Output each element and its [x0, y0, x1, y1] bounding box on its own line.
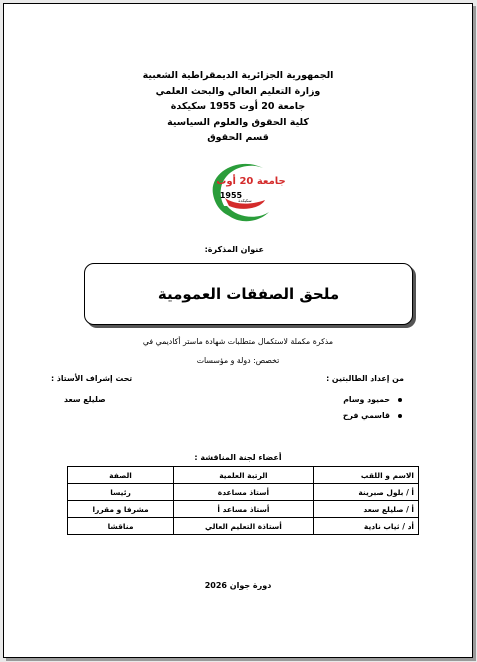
header-line-ministry: وزارة التعليم العالي والبحث العلمي	[155, 85, 321, 97]
student-item	[343, 411, 402, 420]
university-logo	[199, 154, 286, 234]
member-name: أ / صليلع سعد	[313, 501, 418, 518]
member-name: أد / ثياب نادية	[313, 518, 418, 535]
member-rank: أستاذ مساعدة	[174, 484, 314, 501]
table-row	[68, 518, 419, 535]
student-name: حميود وسام	[343, 395, 390, 404]
logo-year: 1955	[219, 191, 243, 200]
logo-small-text: سكيكدة	[238, 198, 252, 203]
table-row	[68, 484, 419, 501]
header-rank: الرتبة العلمية	[174, 467, 314, 484]
logo-arabic-text: جامعة 20 أوت	[216, 176, 286, 187]
memo-title: ملحق الصفقات العمومية	[157, 285, 340, 303]
memo-title-box	[84, 263, 413, 325]
students-label: من إعداد الطالبتين :	[326, 374, 404, 383]
memo-specialization: تخصص: دولة و مؤسسات	[196, 356, 280, 365]
member-role: مناقشا	[68, 518, 174, 535]
bullet-icon	[398, 398, 402, 402]
header-line-university: جامعة 20 أوت 1955 سكيكدة	[170, 101, 306, 112]
header-name: الاسم و اللقب	[313, 467, 418, 484]
institution-header	[4, 68, 472, 146]
header-line-faculty: كلية الحقوق والعلوم السياسية	[167, 116, 309, 128]
committee-table	[67, 466, 419, 535]
member-name: أ / بلول صبرينة	[313, 484, 418, 501]
student-item	[343, 395, 402, 404]
student-name: قاسمي فرح	[342, 411, 390, 420]
header-role: الصفة	[68, 467, 174, 484]
session-footer: دورة جوان 2026	[204, 581, 272, 590]
member-role: مشرفا و مقررا	[68, 501, 174, 518]
member-rank: أستاذة التعليم العالي	[174, 518, 314, 535]
table-row	[68, 501, 419, 518]
header-line-department: قسم الحقوق	[207, 132, 269, 143]
committee-label: أعضاء لجنة المناقشة :	[194, 453, 282, 462]
table-header-row	[68, 467, 419, 484]
member-role: رئيسا	[68, 484, 174, 501]
document-page	[3, 3, 473, 658]
member-rank: أستاذ مساعد أ	[174, 501, 314, 518]
bullet-icon	[398, 414, 402, 418]
memo-title-label: عنوان المذكرة:	[204, 245, 264, 254]
memo-purpose: مذكرة مكملة لاستكمال متطلبات شهادة ماستر أكاديمي في	[142, 337, 334, 346]
supervisor-label: تحت إشراف الأستاذ :	[51, 374, 133, 383]
supervisor-name: صليلع سعد	[64, 395, 106, 404]
header-line-republic: الجمهورية الجزائرية الديمقراطية الشعبية	[142, 70, 334, 81]
